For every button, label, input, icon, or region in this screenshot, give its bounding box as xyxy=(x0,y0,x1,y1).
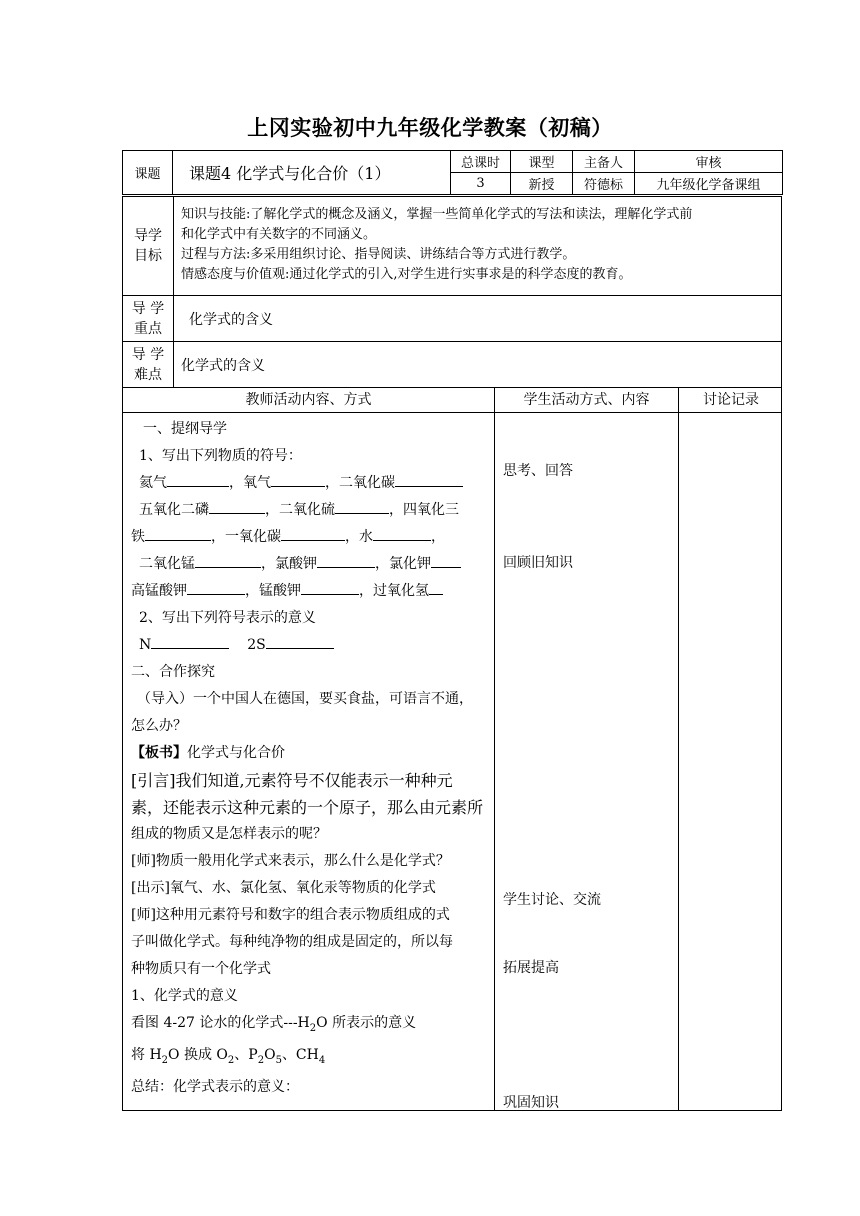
student-activity: 回顾旧知识 xyxy=(503,555,573,571)
topic-title: 课题4 化学式与化合价（1） xyxy=(173,151,451,195)
difficulties-row xyxy=(122,341,782,388)
subscript: 4 xyxy=(318,1054,326,1066)
board-line xyxy=(131,740,493,767)
fill-line xyxy=(131,578,493,605)
paragraph: 总结：化学式表示的意义： xyxy=(131,1078,299,1095)
paragraph: [师]这种用元素符号和数字的组合表示物质组成的式 xyxy=(131,907,450,923)
blank-label: ，水 xyxy=(345,529,373,545)
blank xyxy=(429,580,443,595)
paragraph: 怎么办？ xyxy=(131,718,187,734)
blank xyxy=(317,553,375,568)
blank xyxy=(335,499,389,514)
student-column-header: 学生活动方式、内容 xyxy=(523,392,650,408)
fill-line xyxy=(131,497,493,524)
reviewer-value: 九年级化学备课组 xyxy=(635,173,783,195)
blank xyxy=(373,526,431,541)
subscript: 2 xyxy=(309,1022,317,1034)
objectives-text xyxy=(181,205,777,285)
blank xyxy=(431,553,461,568)
fill-line xyxy=(131,551,493,578)
subscript: 5 xyxy=(275,1054,282,1066)
key-points-label xyxy=(123,296,174,341)
text: 将 H xyxy=(131,1046,162,1063)
blank xyxy=(195,553,261,568)
type-value: 新授 xyxy=(511,173,573,195)
paragraph: 组成的物质又是怎样表示的呢？ xyxy=(131,826,327,842)
objective-line: 和化学式中有关数字的不同涵义。 xyxy=(181,227,377,242)
blank-label: ，氯化钾 xyxy=(375,556,431,572)
fill-line xyxy=(131,470,493,497)
paragraph: 种物质只有一个化学式 xyxy=(131,961,271,977)
blank-label: ，氧气 xyxy=(229,475,271,491)
student-activity: 拓展提高 xyxy=(503,960,559,976)
paragraph: （导入）一个中国人在德国，要买食盐，可语言不通， xyxy=(137,691,473,707)
student-activity: 学生讨论、交流 xyxy=(503,892,601,908)
blank-label: ，二氧化硫 xyxy=(265,502,335,518)
topic-label: 课题 xyxy=(123,151,173,195)
hours-header: 总课时 xyxy=(451,151,511,173)
blank xyxy=(266,634,334,649)
review-header: 审核 xyxy=(635,151,783,173)
text: O 换成 O xyxy=(168,1046,228,1063)
blank xyxy=(151,634,229,649)
discussion-column-header: 讨论记录 xyxy=(703,392,759,408)
blank xyxy=(145,526,211,541)
blank-label: ， xyxy=(431,529,445,545)
blank-label: ，氯酸钾 xyxy=(261,556,317,572)
subscript: 2 xyxy=(257,1054,265,1066)
header-table xyxy=(122,150,783,195)
blank xyxy=(395,472,463,487)
formula-line xyxy=(131,1042,493,1074)
blank xyxy=(187,580,245,595)
objective-line: 过程与方法:多采用组织讨论、指导阅读、讲练结合等方式进行教学。 xyxy=(181,247,576,262)
fill-line xyxy=(131,524,493,551)
blank xyxy=(271,472,325,487)
text: 、P xyxy=(234,1046,258,1063)
blank-label: ，一氧化碳 xyxy=(211,529,281,545)
text: 、CH xyxy=(281,1046,319,1063)
paragraph: [引言]我们知道,元素符号不仅能表示一种种元 xyxy=(131,771,453,790)
type-header: 课型 xyxy=(511,151,573,173)
teacher-column-header: 教师活动内容、方式 xyxy=(245,392,372,408)
preparer-value: 符德标 xyxy=(573,173,635,195)
paragraph: [出示]氧气、水、氯化氢、氧化汞等物质的化学式 xyxy=(131,880,436,896)
subscript: 2 xyxy=(227,1054,235,1066)
student-activity: 巩固知识 xyxy=(503,1095,559,1111)
section-heading: 一、提纲导学 xyxy=(143,421,227,437)
formula-line xyxy=(131,1010,493,1042)
page-title: 上冈实验初中九年级化学教案（初稿） xyxy=(247,115,613,140)
blank xyxy=(209,499,265,514)
question: 2、写出下列符号表示的意义 xyxy=(139,610,316,626)
activity-table xyxy=(122,387,782,1111)
blank-label: 2S xyxy=(247,637,266,653)
preparer-header: 主备人 xyxy=(573,151,635,173)
objectives-row xyxy=(122,196,782,296)
difficulties-text: 化学式的含义 xyxy=(181,358,265,374)
objective-line: 情感态度与价值观:通过化学式的引入,对学生进行实事求是的科学态度的教育。 xyxy=(181,267,632,282)
blank-label: ，锰酸钾 xyxy=(245,583,301,599)
blank-label: ，四氧化三 xyxy=(389,502,459,518)
teacher-content xyxy=(131,416,493,1101)
subscript: 2 xyxy=(161,1054,169,1066)
student-activity: 思考、回答 xyxy=(503,463,573,479)
text: O 所表示的意义 xyxy=(316,1015,417,1031)
blank-label: 二氧化锰 xyxy=(139,556,195,572)
text: 看图 4-27 论水的化学式---H xyxy=(131,1015,310,1031)
board-tag: 【板书】 xyxy=(131,745,187,761)
paragraph: 素，还能表示这种元素的一个原子，那么由元素所 xyxy=(131,798,484,817)
key-points-label-text: 导 学 重点 xyxy=(131,300,165,337)
subsection-heading: 1、化学式的意义 xyxy=(131,988,238,1004)
blank-label: N xyxy=(139,637,152,653)
blank-label: 氦气 xyxy=(139,475,167,491)
paragraph: [师]物质一般用化学式来表示，那么什么是化学式？ xyxy=(131,853,450,869)
column-divider xyxy=(494,388,495,1110)
key-points-row xyxy=(122,295,782,342)
paragraph: 子叫做化学式。每种纯净物的组成是固定的，所以每 xyxy=(131,934,453,950)
difficulties-label xyxy=(123,342,174,387)
key-points-text: 化学式的含义 xyxy=(189,312,273,328)
blank xyxy=(301,580,359,595)
question: 1、写出下列物质的符号： xyxy=(139,448,302,464)
blank xyxy=(167,472,229,487)
fill-line xyxy=(131,632,493,659)
blank-label: 五氧化二磷 xyxy=(139,502,209,518)
difficulties-label-text: 导 学 难点 xyxy=(131,346,165,383)
objectives-label-text: 导学目标 xyxy=(134,228,162,264)
blank-label: 铁 xyxy=(131,529,145,545)
column-divider xyxy=(678,388,679,1110)
objective-line: 知识与技能:了解化学式的概念及涵义，掌握一些简单化学式的写法和读法，理解化学式前 xyxy=(181,207,693,222)
blank-label: ，过氧化氢 xyxy=(359,583,429,599)
objectives-label xyxy=(123,197,174,295)
board-text: 化学式与化合价 xyxy=(187,745,285,761)
hours-value: 3 xyxy=(451,173,511,195)
blank xyxy=(281,526,345,541)
blank-label: 高锰酸钾 xyxy=(131,583,187,599)
text: O xyxy=(264,1046,276,1063)
section-heading: 二、合作探究 xyxy=(131,664,215,680)
blank-label: ，二氧化碳 xyxy=(325,475,395,491)
